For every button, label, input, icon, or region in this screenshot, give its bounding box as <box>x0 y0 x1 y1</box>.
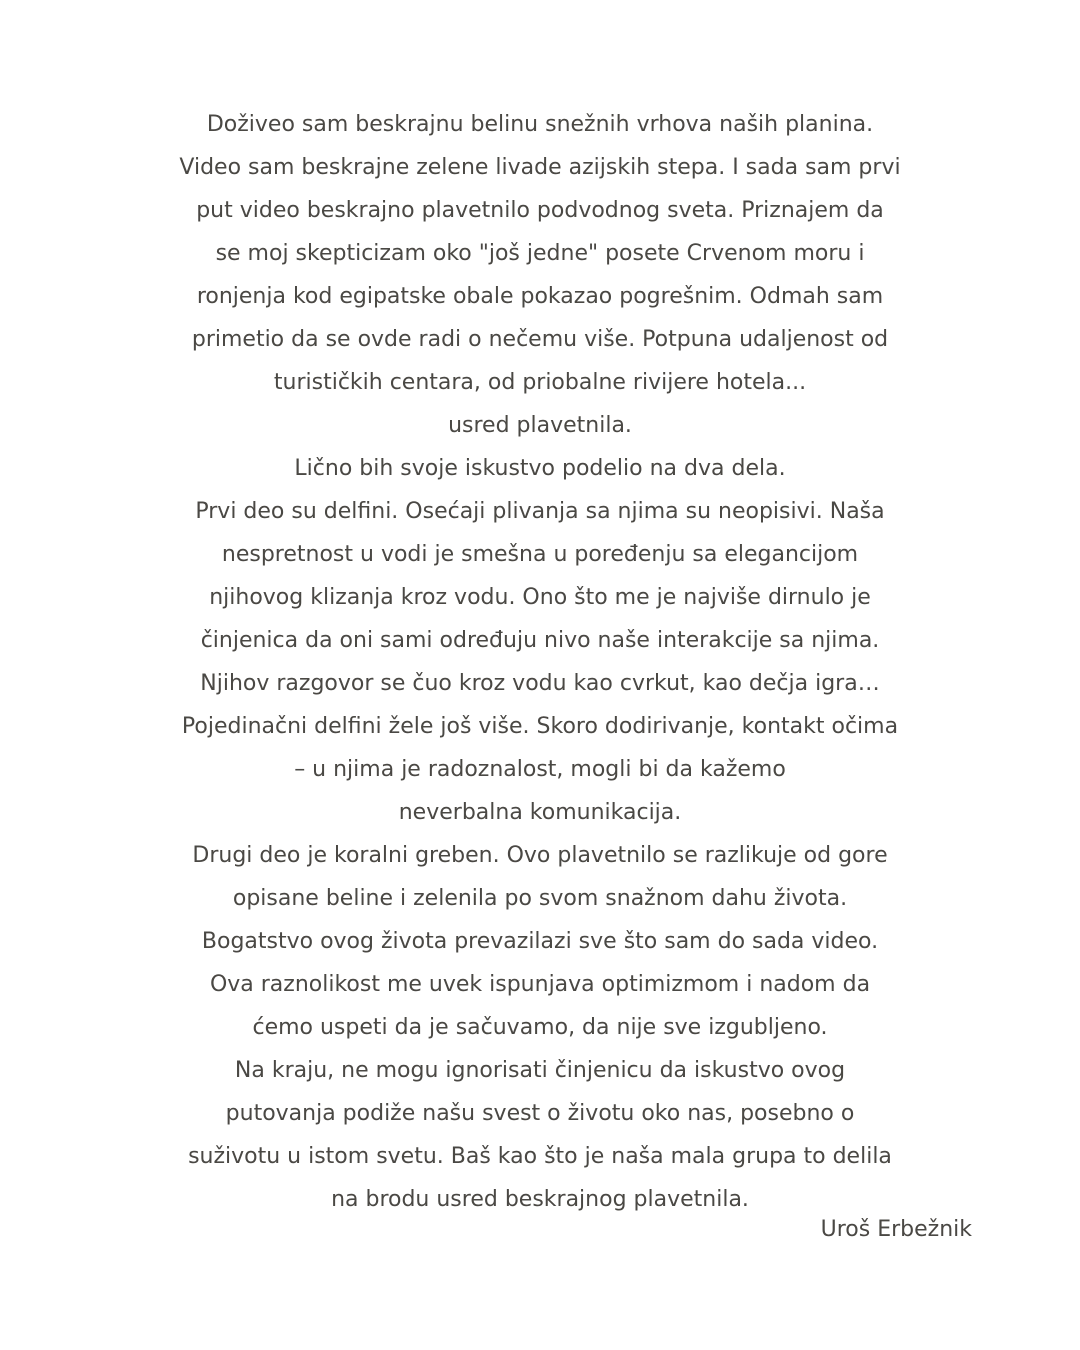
article-line: činjenica da oni sami određuju nivo naše interakcije sa njima. <box>200 628 880 653</box>
article-line: Prvi deo su delfini. Osećaji plivanja sa njima su neopisivi. Naša <box>195 499 885 524</box>
article-line: nespretnost u vodi je smešna u poređenju sa elegancijom <box>221 542 859 567</box>
article-line: Doživeo sam beskrajnu belinu snežnih vrhova naših planina. <box>206 112 874 137</box>
article-body <box>0 103 1080 1221</box>
article-line: neverbalna komunikacija. <box>398 800 682 825</box>
article-line: ronjenja kod egipatske obale pokazao pogrešnim. Odmah sam <box>196 284 884 309</box>
article-line: opisane beline i zelenila po svom snažnom dahu života. <box>232 886 848 911</box>
article-line: Lično bih svoje iskustvo podelio na dva dela. <box>294 456 786 481</box>
article-line: Drugi deo je koralni greben. Ovo plavetnilo se razlikuje od gore <box>192 843 888 868</box>
article-line: na brodu usred beskrajnog plavetnila. <box>331 1187 749 1212</box>
article-line: usred plavetnila. <box>448 413 632 438</box>
article-line: primetio da se ovde radi o nečemu više. Potpuna udaljenost od <box>191 327 889 352</box>
article-line: putovanja podiže našu svest o životu oko nas, posebno o <box>225 1101 855 1126</box>
article-line: put video beskrajno plavetnilo podvodnog sveta. Priznajem da <box>196 198 884 223</box>
article-line: Ova raznolikost me uvek ispunjava optimizmom i nadom da <box>209 972 871 997</box>
article-line: njihovog klizanja kroz vodu. Ono što me je najviše dirnulo je <box>209 585 871 610</box>
article-line: Video sam beskrajne zelene livade azijskih stepa. I sada sam prvi <box>179 155 901 180</box>
author-signature: Uroš Erbežnik <box>820 1217 972 1242</box>
article-line: Pojedinačni delfini žele još više. Skoro dodirivanje, kontakt očima <box>181 714 899 739</box>
article-line: Na kraju, ne mogu ignorisati činjenicu da iskustvo ovog <box>234 1058 846 1083</box>
article-line: Njihov razgovor se čuo kroz vodu kao cvrkut, kao dečja igra… <box>200 671 880 696</box>
article-line: Bogatstvo ovog života prevazilazi sve što sam do sada video. <box>201 929 879 954</box>
article-line: ćemo uspeti da je sačuvamo, da nije sve izgubljeno. <box>252 1015 828 1040</box>
article-line: – u njima je radoznalost, mogli bi da kažemo <box>294 757 786 782</box>
article-line: suživotu u istom svetu. Baš kao što je naša mala grupa to delila <box>188 1144 892 1169</box>
article-line: se moj skepticizam oko "još jedne" posete Crvenom moru i <box>215 241 865 266</box>
article-line: turističkih centara, od priobalne rivijere hotela... <box>273 370 807 395</box>
